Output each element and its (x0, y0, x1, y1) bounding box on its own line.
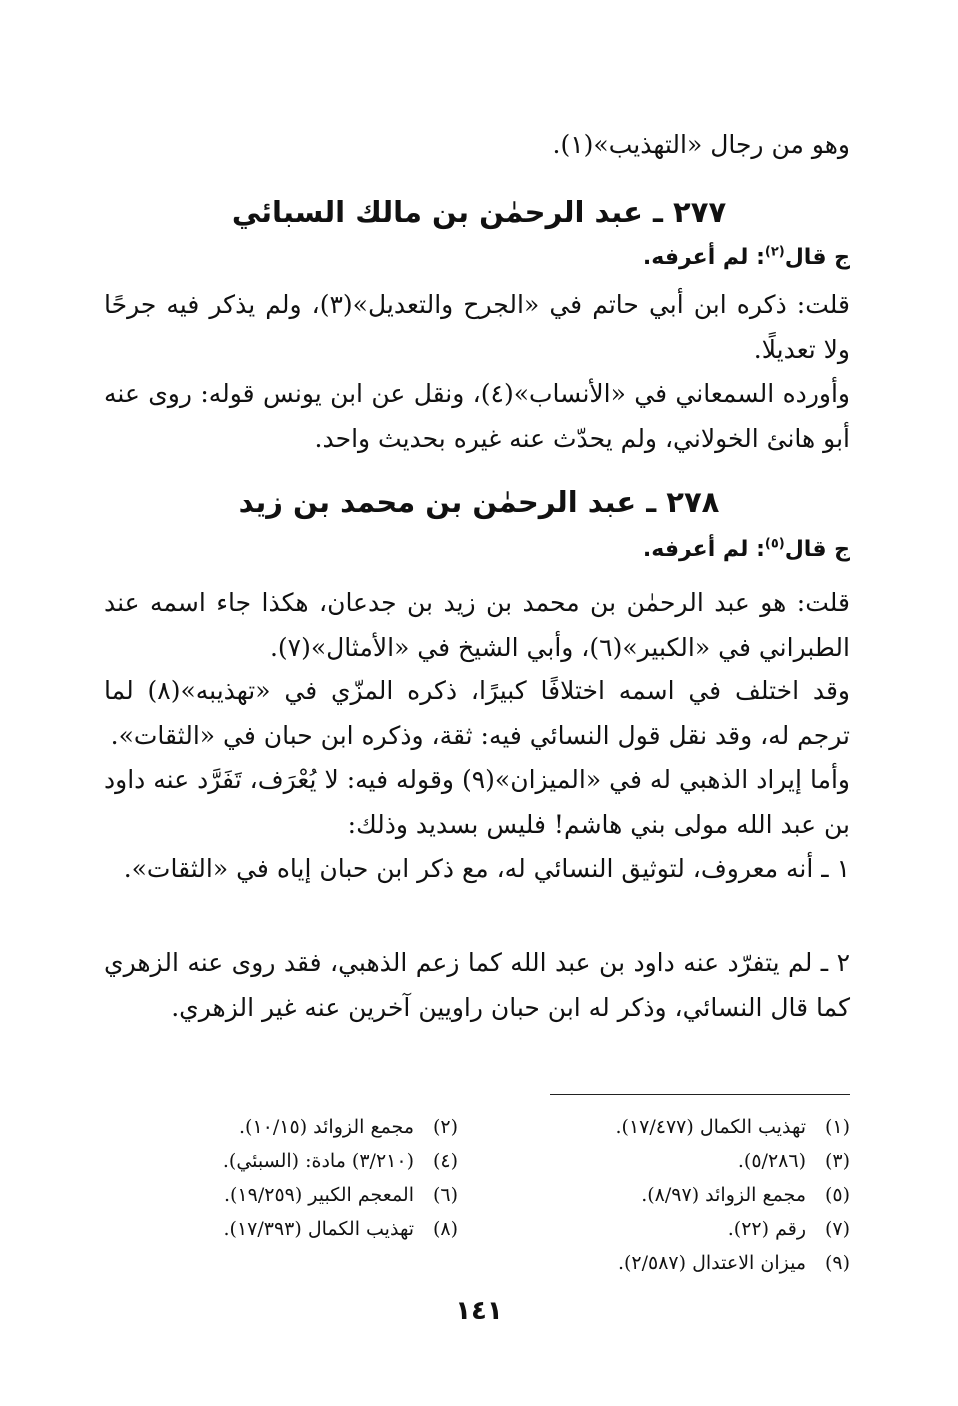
footnote-text: مجمع الزوائد (٨/٩٧). (641, 1184, 806, 1206)
footnote-text: مجمع الزوائد (١٠/١٥). (239, 1116, 414, 1138)
footnote-3 (738, 1144, 850, 1178)
list-item-2: ٢ ـ لم يتفرّد عنه داود بن عبد الله كما زعم الذهبي، فقد روى عنه الزهري كما قال النسائي، وذكر له ابن حبان راويين آخرين عنه غير الزهري. (104, 948, 850, 1022)
footnote-separator (550, 1094, 850, 1095)
paragraph: قلت: هو عبد الرحمٰن بن محمد بن زيد بن جدعان، هكذا جاء اسمه عند الطبراني في «الكبير»(٦)، وأبي الشيخ في «الأمثال»(٧). (104, 588, 850, 662)
paragraph: وقد اختلف في اسمه اختلافًا كبيرًا، ذكره المزّي في «تهذيبه»(٨) لما ترجم له، وقد نقل قول النسائي فيه: ثقة، وذكره ابن حبان في «الثقات». (104, 676, 850, 750)
qal-line-278 (104, 532, 850, 568)
footnote-number: (٩) (824, 1252, 850, 1274)
footnote-text: ميزان الاعتدال (٢/٥٨٧). (617, 1252, 806, 1274)
footnote-text: رقم (٢٢). (727, 1218, 806, 1240)
paragraph: وأورده السمعاني في «الأنساب»(٤)، ونقل عن ابن يونس قوله: روى عنه أبو هانئ الخولاني، ولم يحدّث عنه غيره بحديث واحد. (104, 379, 850, 453)
footnote-text: (٣/٢١٠) مادة: (السبئي). (222, 1150, 414, 1172)
footnote-4 (223, 1144, 458, 1178)
entry-heading-278: ٢٧٨ ـ عبد الرحمٰن بن محمد بن زيد (238, 485, 720, 519)
footnote-text: تهذيب الكمال (١٧/٣٩٣). (223, 1218, 414, 1240)
qal-text: : لم أعرفه. (642, 245, 765, 270)
footnote-number: (٤) (432, 1150, 458, 1172)
footnote-text: المعجم الكبير (١٩/٢٥٩). (223, 1184, 414, 1206)
footnote-text: تهذيب الكمال (١٧/٤٧٧). (615, 1116, 806, 1138)
footnote-9 (618, 1246, 850, 1280)
footnote-number: (٨) (432, 1218, 458, 1240)
entry-heading-277: ٢٧٧ ـ عبد الرحمٰن بن مالك السبائي (231, 195, 727, 229)
qal-label: ج قال (784, 537, 850, 562)
footnote-number: (٥) (824, 1184, 850, 1206)
footnote-number: (٧) (824, 1218, 850, 1240)
footnote-7 (728, 1212, 850, 1246)
paragraph: وأما إيراد الذهبي له في «الميزان»(٩) وقوله فيه: لا يُعْرَف، تَفَرَّد عنه داود بن عبد الله مولى بني هاشم! فليس بسديد وذلك: (104, 765, 850, 839)
footnote-ref: (٥) (764, 536, 785, 552)
footnote-number: (١) (824, 1116, 850, 1138)
footnote-number: (٢) (432, 1116, 458, 1138)
qal-line-277 (104, 240, 850, 276)
footnote-1 (616, 1110, 851, 1144)
footnote-ref: (٢) (764, 244, 785, 260)
footnote-5 (641, 1178, 850, 1212)
footnote-8 (224, 1212, 459, 1246)
list-item-1: ١ ـ أنه معروف، لتوثيق النسائي له، مع ذكر ابن حبان إياه في «الثقات». (123, 854, 850, 883)
qal-label: ج قال (784, 245, 850, 270)
page-number: ١٤١ (455, 1296, 503, 1326)
footnote-number: (٣) (824, 1150, 850, 1172)
footnote-6 (224, 1178, 458, 1212)
footnote-2 (239, 1110, 458, 1144)
qal-text: : لم أعرفه. (642, 537, 765, 562)
footnote-number: (٦) (432, 1184, 458, 1206)
paragraph: قلت: ذكره ابن أبي حاتم في «الجرح والتعديل»(٣)، ولم يذكر فيه جرحًا ولا تعديلًا. (104, 290, 850, 364)
footnote-text: (٥/٢٨٦). (737, 1150, 806, 1172)
paragraph-continuation: وهو من رجال «التهذيب»(١). (552, 130, 850, 159)
